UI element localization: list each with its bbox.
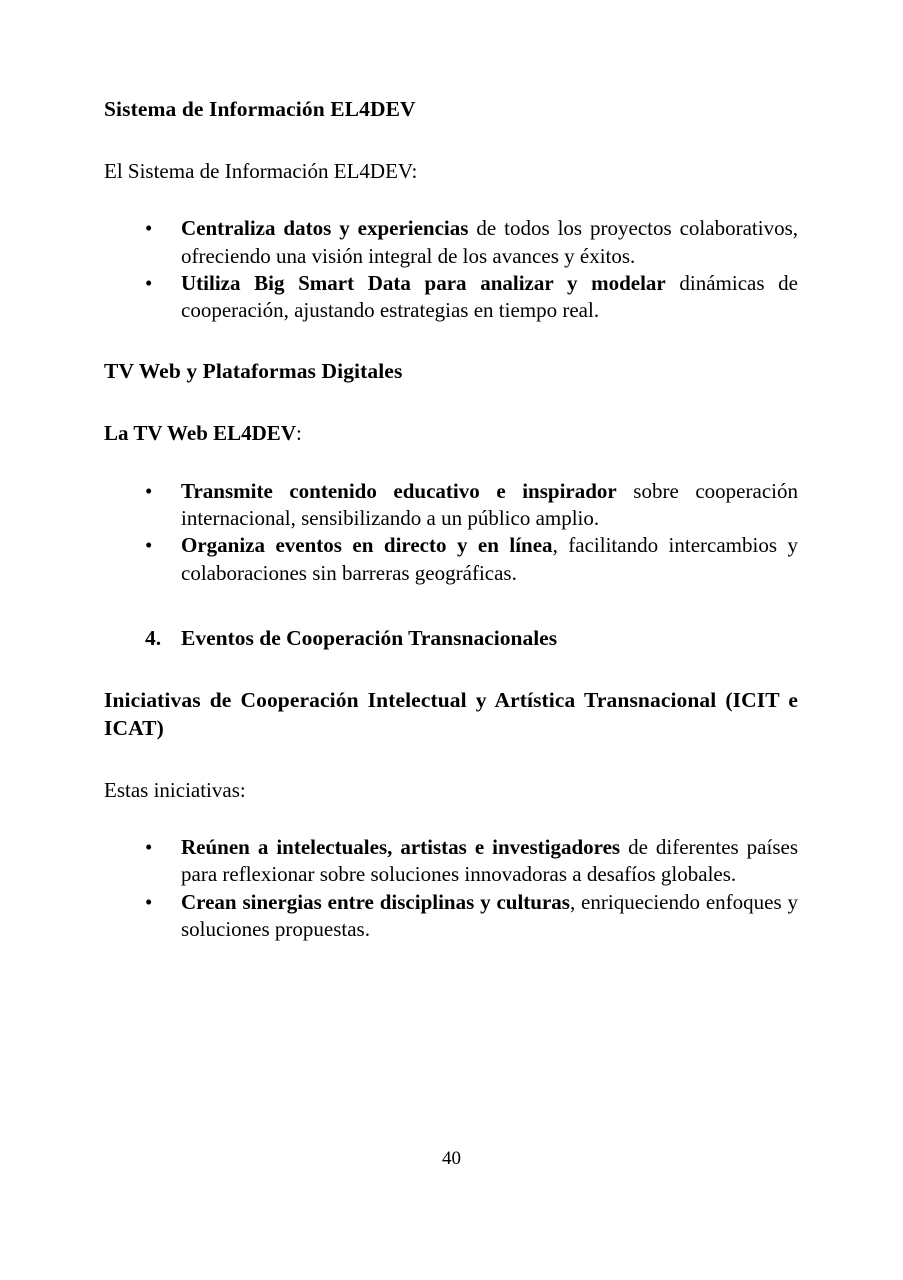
bullet-icon: •: [145, 478, 153, 503]
list-item: [104, 270, 798, 325]
list-item-label: Eventos de Cooperación Transnacionales: [181, 625, 558, 650]
list-item-text: sobre cooperación internacional, sensibilizando a un público amplio.: [181, 478, 798, 530]
list-item: [104, 478, 798, 533]
numbered-list-item: [104, 625, 798, 653]
page-content: [104, 96, 798, 943]
list-item-lead: Reúnen a intelectuales, artistas e investigadores: [181, 834, 621, 859]
list-iniciativas: [104, 834, 798, 943]
list-item: [104, 889, 798, 944]
bullet-icon: •: [145, 889, 153, 914]
subheading-la-tv-web-colon: :: [295, 421, 302, 446]
list-item: [104, 834, 798, 889]
bullet-icon: •: [145, 216, 153, 241]
list-item: [104, 532, 798, 587]
spacer: [104, 653, 798, 687]
list-item-text: , facilitando intercambios y colaboraciones sin barreras geográficas.: [181, 533, 798, 585]
list-item-text: , enriqueciendo enfoques y soluciones propuestas.: [181, 889, 798, 941]
bullet-icon: •: [145, 270, 153, 295]
heading-iniciativas-icit-icat: Iniciativas de Cooperación Intelectual y Artística Transnacional (ICIT e ICAT): [104, 687, 798, 740]
spacer: [104, 124, 798, 158]
paragraph-estas-iniciativas: Estas iniciativas:: [104, 777, 246, 802]
list-item-text: de todos los proyectos colaborativos, ofreciendo una visión integral de los avances y éxitos.: [181, 216, 798, 268]
numbered-list-eventos: [104, 625, 798, 653]
list-tv-web: [104, 478, 798, 587]
spacer: [104, 804, 798, 834]
spacer: [104, 743, 798, 777]
list-item-text: de diferentes países para reflexionar sobre soluciones innovadoras a desafíos globales.: [181, 834, 799, 887]
bullet-icon: •: [145, 834, 153, 859]
spacer: [104, 448, 798, 478]
list-item-lead: Centraliza datos y experiencias: [181, 216, 469, 241]
list-item-text: dinámicas de cooperación, ajustando estrategias en tiempo real.: [181, 270, 798, 323]
subheading-la-tv-web-bold: La TV Web EL4DEV: [104, 421, 296, 446]
list-item: [104, 215, 798, 270]
list-item-lead: Organiza eventos en directo y en línea: [181, 533, 553, 558]
list-item-lead: Crean sinergias entre disciplinas y culturas: [181, 889, 570, 914]
list-item-lead: Utiliza Big Smart Data para analizar y modelar: [181, 270, 666, 295]
heading-tv-web-plataformas: TV Web y Plataformas Digitales: [104, 359, 403, 384]
spacer: [104, 324, 798, 358]
subheading-la-tv-web: [104, 420, 798, 447]
list-item-lead: Transmite contenido educativo e inspirador: [181, 478, 617, 503]
bullet-icon: •: [145, 533, 153, 558]
spacer: [104, 587, 798, 625]
list-sistema-de-informacion: [104, 215, 798, 324]
spacer: [104, 185, 798, 215]
spacer: [104, 386, 798, 420]
paragraph-sistema-intro: El Sistema de Información EL4DEV:: [104, 158, 418, 183]
list-item-number: 4.: [145, 625, 162, 650]
page-number: 40: [442, 1148, 461, 1169]
heading-sistema-de-informacion: Sistema de Información EL4DEV: [104, 97, 416, 121]
